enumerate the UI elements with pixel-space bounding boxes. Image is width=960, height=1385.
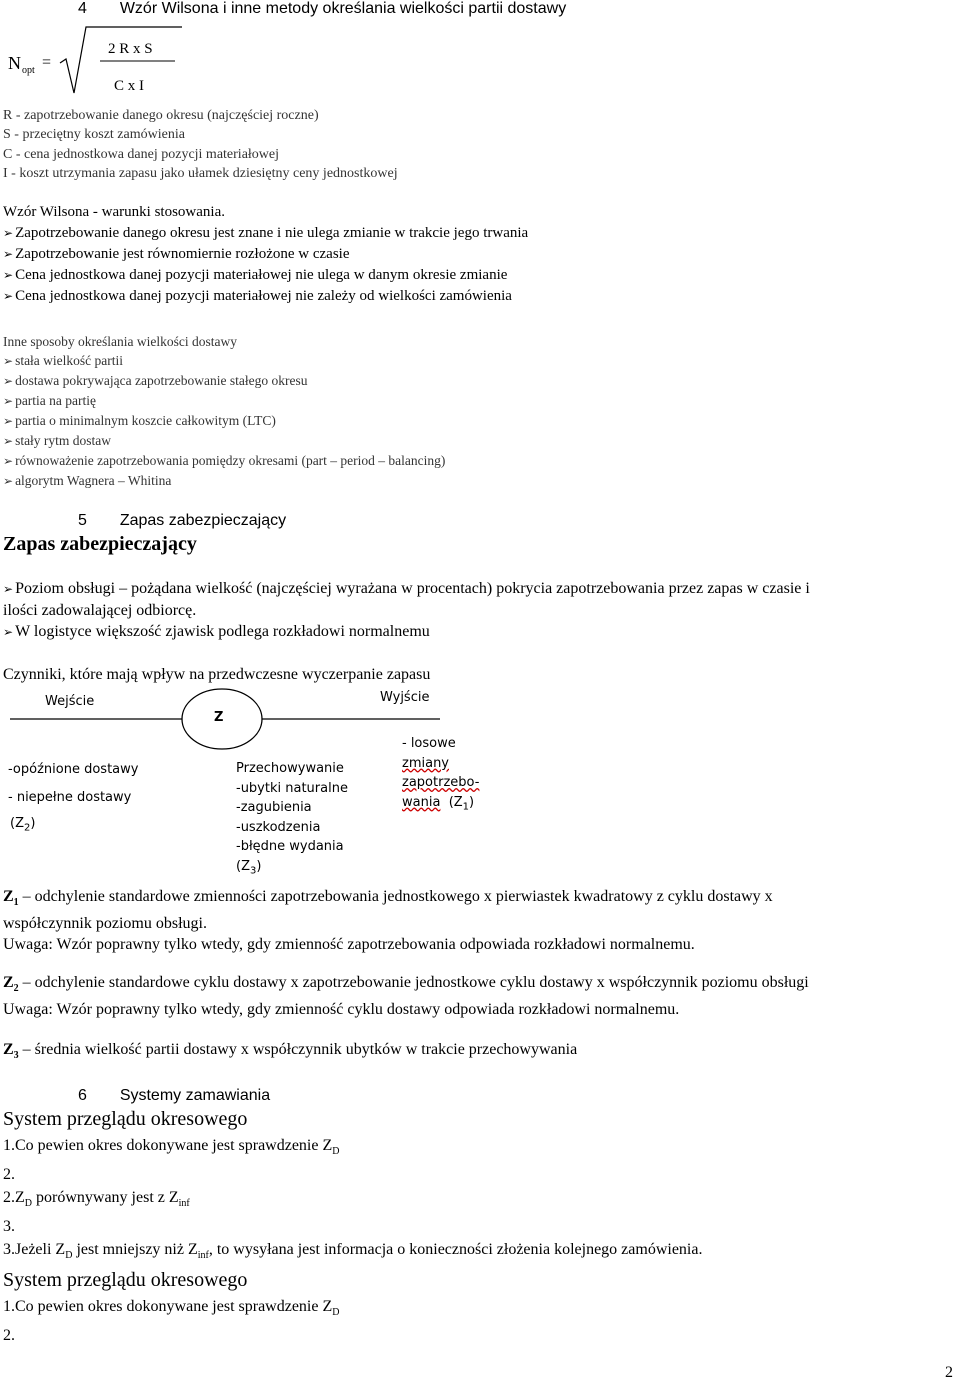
diagram-left-item: -opóźnione dostawy xyxy=(8,762,139,777)
diagram-middle-item: -błędne wydania xyxy=(236,839,344,854)
diagram-left-items xyxy=(8,756,138,812)
diagram-z2: $(Z_2)$ xyxy=(10,816,36,834)
arrow-bullet-icon: ➢ xyxy=(3,625,14,639)
definition-i: I - koszt utrzymania zapasu jako ułamek dziesiętny ceny jednostkowej xyxy=(3,165,398,181)
section5-number: 5 xyxy=(78,512,87,529)
formula-equals: = xyxy=(42,54,52,71)
condition-item: ➢ Cena jednostkowa danej pozycji materiałowej nie ulega w danym okresie zmianie xyxy=(3,267,508,283)
diagram-middle-items xyxy=(236,759,348,881)
diagram-right-items xyxy=(402,734,479,817)
section6-heading xyxy=(78,1087,270,1105)
method-item: ➢ stały rytm dostaw xyxy=(3,433,112,448)
normal-distribution-bullet: ➢ W logistyce większość zjawisk podlega rozkładowi normalnemu xyxy=(3,623,430,640)
factors-heading: Czynniki, które mają wpływ na przedwczesne wyczerpanie zapasu xyxy=(3,666,431,683)
method-item: ➢ stała wielkość partii xyxy=(3,353,124,368)
other-methods xyxy=(3,332,445,491)
z2-note: Uwaga: Wzór poprawny tylko wtedy, gdy zmienność cyklu dostawy odpowiada rozkładowi normalnemu. xyxy=(3,1001,680,1019)
arrow-bullet-icon: ➢ xyxy=(3,454,14,468)
diagram-right-item: zmiany xyxy=(402,755,449,771)
section5-heading xyxy=(78,512,286,530)
arrow-bullet-icon: ➢ xyxy=(3,474,14,488)
definition-c: C - cena jednostkowa danej pozycji materiałowej xyxy=(3,146,280,162)
method-item: ➢ równoważenie zapotrzebowania pomiędzy okresami (part – period – balancing) xyxy=(3,453,446,468)
method-item: ➢ algorytm Wagnera – Whitina xyxy=(3,473,172,488)
diagram-left-item: - niepełne dostawy xyxy=(8,790,132,805)
formula-lhs-sub: opt xyxy=(22,65,35,76)
diagram-right-item: - losowe xyxy=(402,736,456,751)
z3-definition: $Z_3$ – średnia wielkość partii dostawy x współczynnik ubytków w trakcie przechowywania xyxy=(3,1041,578,1062)
arrow-bullet-icon: ➢ xyxy=(3,289,14,303)
z1-definition: $Z_1$ – odchylenie standardowe zmienności zapotrzebowania jednostkowego x pierwiastek kwadratowy z cyklu dostawy x współczynnik poziomu obsługi. Uwaga: Wzór poprawny tylko wtedy, gdy zmienność zapotrzebowania odpowiada rozkładowi normalnemu. xyxy=(3,888,773,954)
z2-definition: $Z_2$ – odchylenie standardowe cyklu dostawy x zapotrzebowanie jednostkowe cyklu dostawy x współczynnik poziomu obsługi Uwaga: Wzór poprawny tylko wtedy, gdy zmienność cyklu dostawy odpowiada rozkładowi normalnemu. xyxy=(3,974,809,1019)
diagram-middle-item: -zagubienia xyxy=(236,800,312,815)
condition-item: ➢ Cena jednostkowa danej pozycji materiałowej nie zależy od wielkości zamówienia xyxy=(3,288,512,304)
service-level-bullet-cont: ilości zadowalającej odbiorcę. xyxy=(3,602,197,619)
arrow-bullet-icon: ➢ xyxy=(3,247,14,261)
arrow-bullet-icon: ➢ xyxy=(3,226,14,240)
page-number: 2 xyxy=(945,1364,953,1381)
definition-r: R - zapotrzebowanie danego okresu (najczęściej roczne) xyxy=(3,108,319,123)
condition-item: ➢ Zapotrzebowanie danego okresu jest znane i nie ulega zmianie w trakcie jego trwania xyxy=(3,225,529,241)
wilson-conditions-heading: Wzór Wilsona - warunki stosowania. xyxy=(3,204,225,220)
method-item: ➢ dostawa pokrywająca zapotrzebowanie stałego okresu xyxy=(3,373,308,388)
formula-numerator: 2 R x S xyxy=(108,41,153,57)
wilson-conditions xyxy=(3,202,528,307)
periodic-review-heading-1: System przeglądu okresowego xyxy=(3,1108,248,1130)
section4-heading xyxy=(78,0,566,18)
section4-number: 4 xyxy=(78,0,87,17)
periodic-review-heading-2: System przeglądu okresowego xyxy=(3,1269,248,1291)
formula-denominator: C x I xyxy=(114,78,144,94)
diagram-right-item-last: wania $(Z_1)$ xyxy=(402,794,475,813)
diagram-right-item: zapotrzebo- xyxy=(402,775,480,790)
arrow-bullet-icon: ➢ xyxy=(3,374,14,388)
periodic-review-steps-2: 1.Co pewien okres dokonywane jest sprawdzenie $Z_D$ 2. xyxy=(3,1298,340,1345)
service-level-bullet: ➢ Poziom obsługi – pożądana wielkość (najczęściej wyrażana w procentach) pokrycia zapotrzebowania przez zapas w czasie i xyxy=(3,580,810,597)
z1-note: Uwaga: Wzór poprawny tylko wtedy, gdy zmienność zapotrzebowania odpowiada rozkładowi normalnemu. xyxy=(3,936,695,954)
wilson-formula xyxy=(0,25,200,100)
periodic-review-steps-1: 1.Co pewien okres dokonywane jest sprawdzenie $Z_D$ 2. $2.Z_D$ porównywany jest z $Z_{inf}$ 3. 3.Jeżeli $Z_D$ jest mniejszy niż $Z_{inf}$, to wysyłana jest informacja o konieczności złożenia kolejnego zamówienia. xyxy=(3,1137,703,1262)
arrow-bullet-icon: ➢ xyxy=(3,394,14,408)
definition-s: S - przeciętny koszt zamówienia xyxy=(3,127,185,143)
arrow-bullet-icon: ➢ xyxy=(3,268,14,282)
section5-bullets xyxy=(3,578,810,643)
section6-number: 6 xyxy=(78,1087,87,1104)
arrow-bullet-icon: ➢ xyxy=(3,414,14,428)
diagram-output-label: Wyjście xyxy=(380,690,430,705)
diagram-z1: $(Z_1)$ xyxy=(448,794,475,813)
section4-title: Wzór Wilsona i inne metody określania wielkości partii dostawy xyxy=(119,0,567,17)
method-item: ➢ partia o minimalnym koszcie całkowitym (LTC) xyxy=(3,413,276,428)
diagram-input-label: Wejście xyxy=(45,694,95,709)
formula-lhs: N xyxy=(8,53,21,73)
other-methods-heading: Inne sposoby określania wielkości dostawy xyxy=(3,334,237,349)
arrow-bullet-icon: ➢ xyxy=(3,582,14,596)
method-item: ➢ partia na partię xyxy=(3,393,97,408)
condition-item: ➢ Zapotrzebowanie jest równomiernie rozłożone w czasie xyxy=(3,246,350,262)
section5-bold-heading: Zapas zabezpieczający xyxy=(3,533,197,555)
diagram-center-label: Z xyxy=(214,710,224,725)
diagram-middle-item: -uszkodzenia xyxy=(236,819,321,835)
diagram-z3: $(Z_3)$ xyxy=(236,858,262,877)
arrow-bullet-icon: ➢ xyxy=(3,434,14,448)
diagram-middle-item: -ubytki naturalne xyxy=(236,780,348,796)
diagram-middle-item: Przechowywanie xyxy=(236,761,344,776)
section6-title: Systemy zamawiania xyxy=(119,1087,271,1104)
arrow-bullet-icon: ➢ xyxy=(3,354,14,368)
section5-title: Zapas zabezpieczający xyxy=(119,512,287,529)
definitions-list xyxy=(3,106,398,183)
